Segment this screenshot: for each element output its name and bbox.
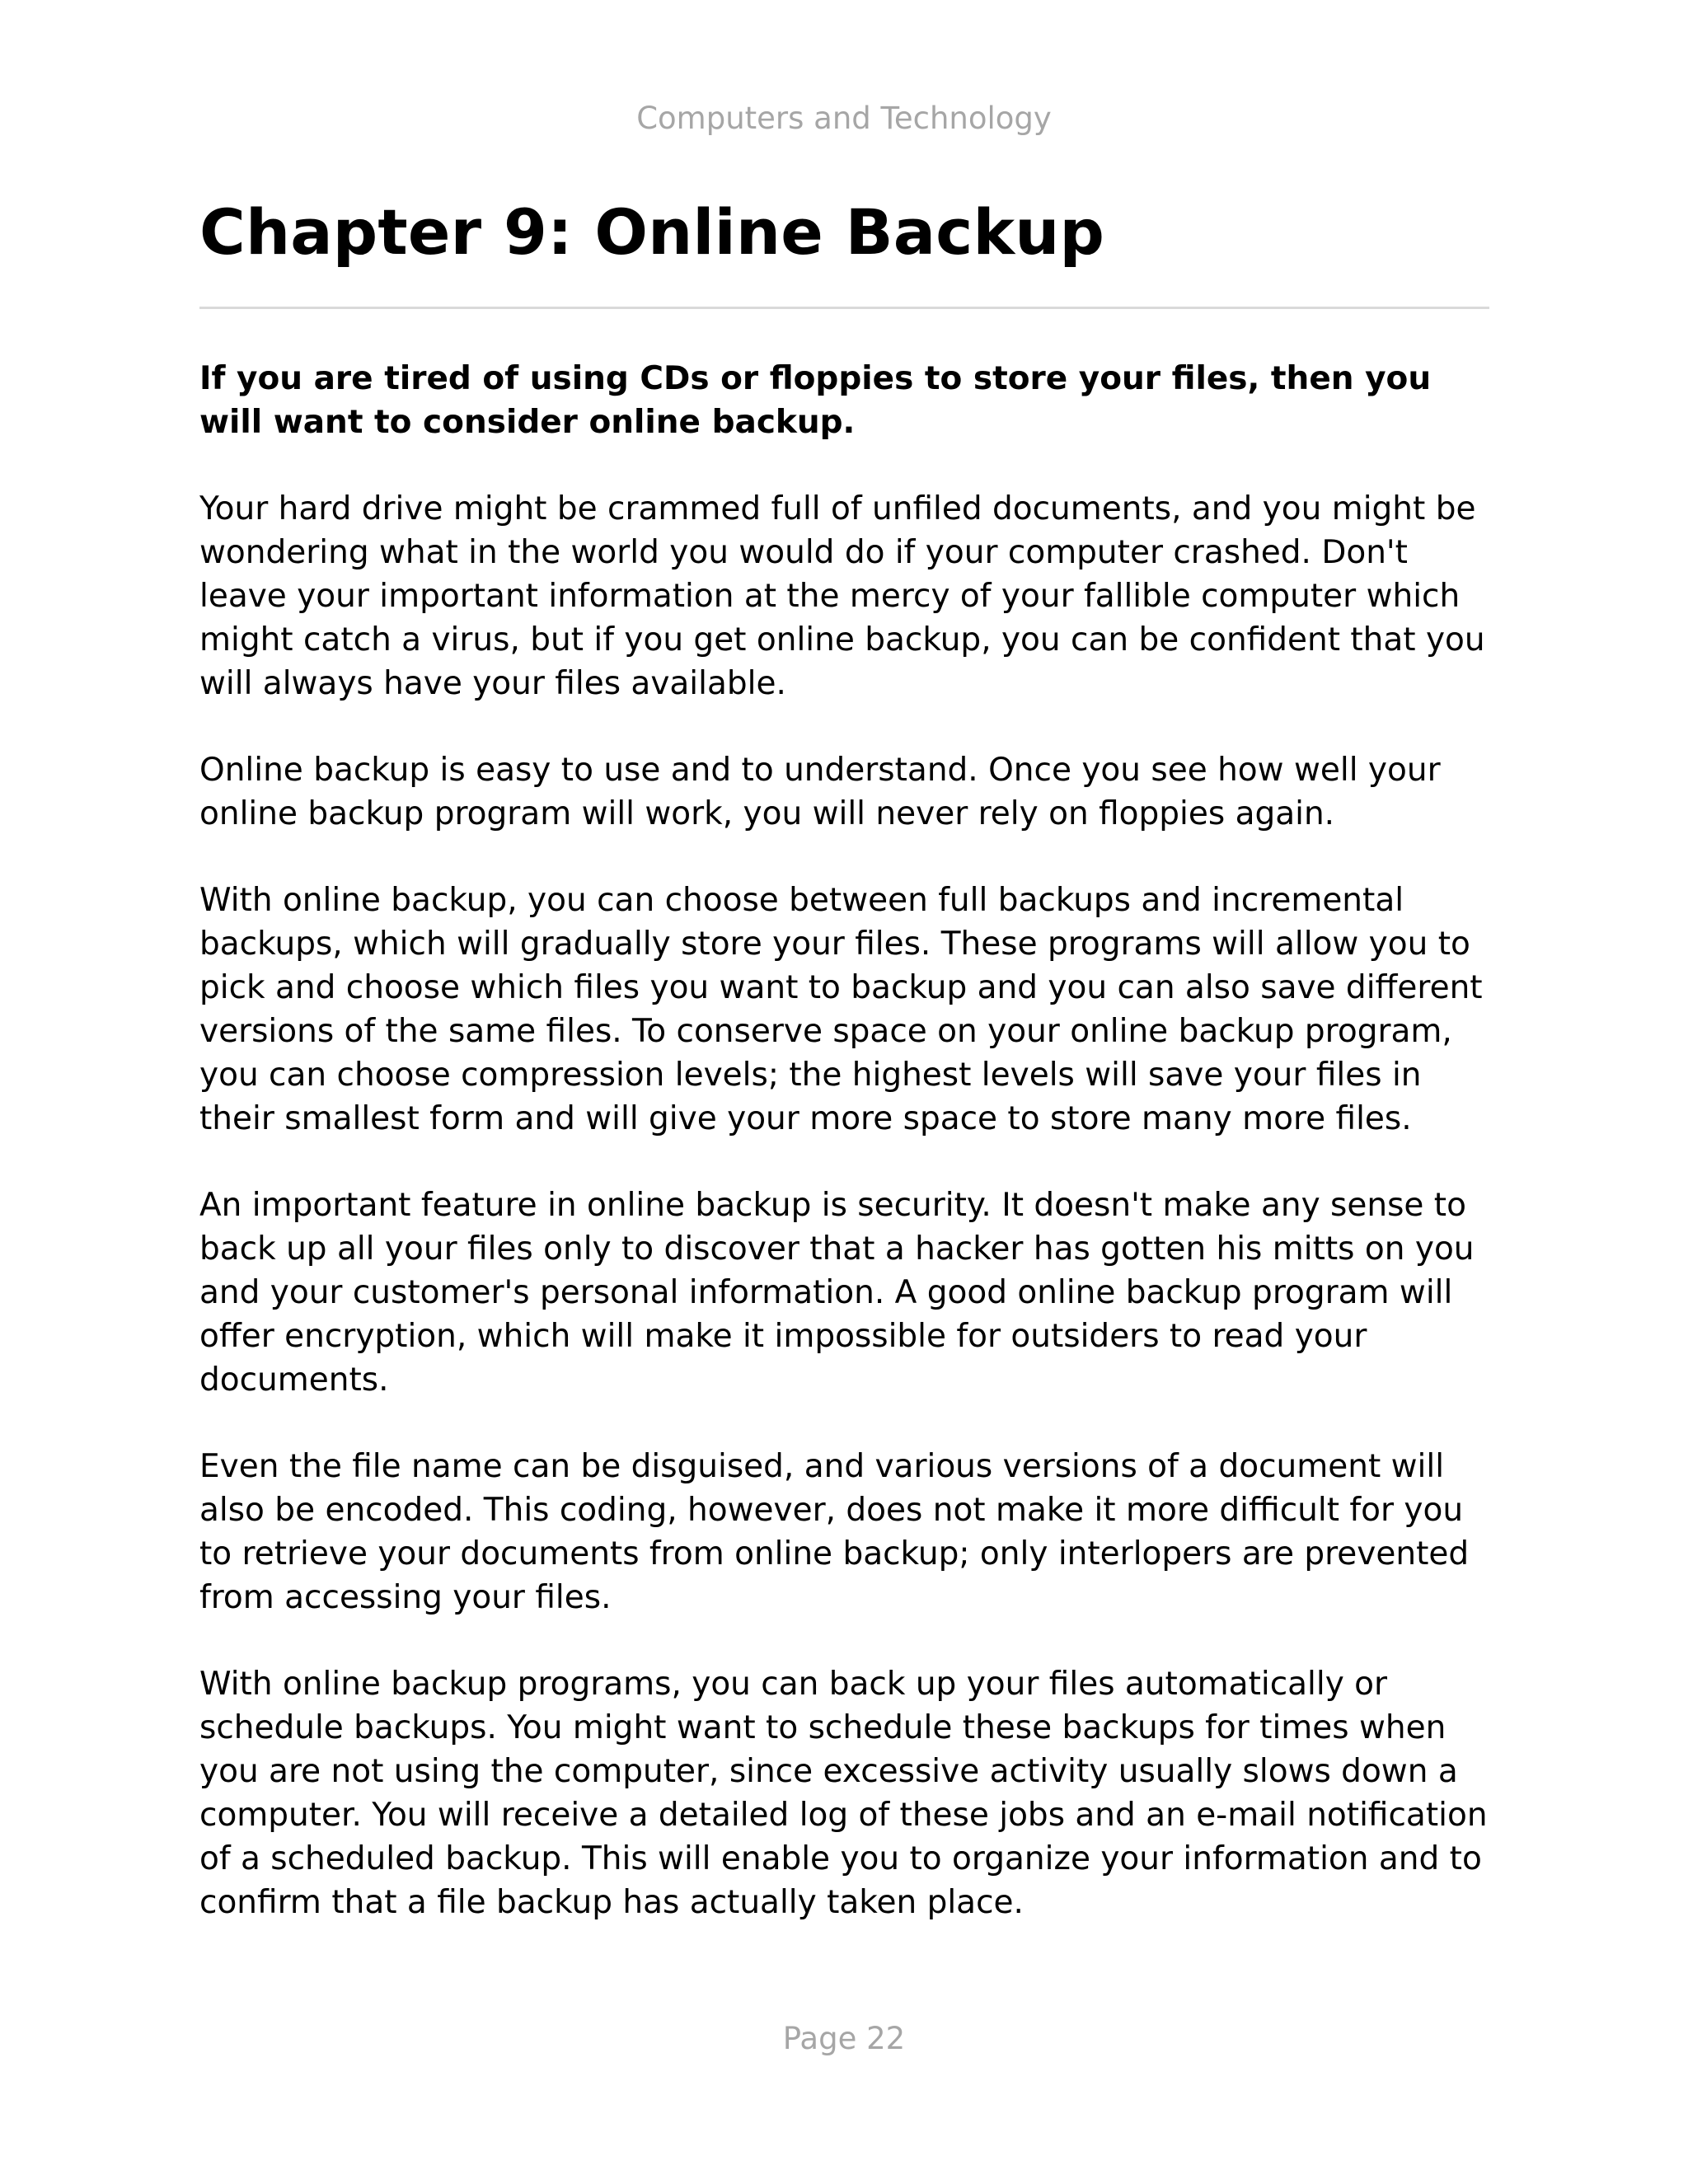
body-paragraph-4: An important feature in online backup is security. It doesn't make any sense to back up all your files only to discover that a hacker has gotten his mitts on you and your customer's personal information. A good online backup program will offer encryption, which will make it impossible for outsiders to read your documents. bbox=[199, 1187, 1475, 1399]
page-number: Page 22 bbox=[782, 2021, 906, 2056]
body-paragraph-6: With online backup programs, you can back up your files automatically or schedule backups. You might want to schedule these backups for times when you are not using the computer, since excessive activity usually slows down a computer. You will receive a detailed log of these jobs and an e-mail notification of a scheduled backup. This will enable you to organize your information and to confirm that a file backup has actually taken place. bbox=[199, 1666, 1488, 1921]
body-paragraph-3: With online backup, you can choose between full backups and incremental backups, which will gradually store your files. These programs will allow you to pick and choose which files you want to backup and you can also save different versions of the same files. To conserve space on your online backup program, you can choose compression levels; the highest levels will save your files in their smallest form and will give your more space to store many more files. bbox=[199, 882, 1483, 1137]
title-divider bbox=[199, 307, 1489, 309]
lead-paragraph: If you are tired of using CDs or floppies to store your files, then you will want to consider online backup. bbox=[199, 360, 1432, 441]
chapter-title: Chapter 9: Online Backup bbox=[199, 195, 1105, 269]
body-paragraph-2: Online backup is easy to use and to understand. Once you see how well your online backup program will work, you will never rely on floppies again. bbox=[199, 752, 1441, 832]
body-paragraph-5: Even the file name can be disguised, and various versions of a document will also be encoded. This coding, however, does not make it more difficult for you to retrieve your documents from online backup; only interlopers are prevented from accessing your files. bbox=[199, 1448, 1470, 1616]
page-content bbox=[199, 191, 1489, 1924]
body-paragraph-1: Your hard drive might be crammed full of unfiled documents, and you might be wondering what in the world you would do if your computer crashed. Don't leave your important information at the mercy of your fallible computer which might catch a virus, but if you get online backup, you can be confident that you will always have your files available. bbox=[199, 490, 1485, 702]
running-header: Computers and Technology bbox=[636, 101, 1052, 136]
